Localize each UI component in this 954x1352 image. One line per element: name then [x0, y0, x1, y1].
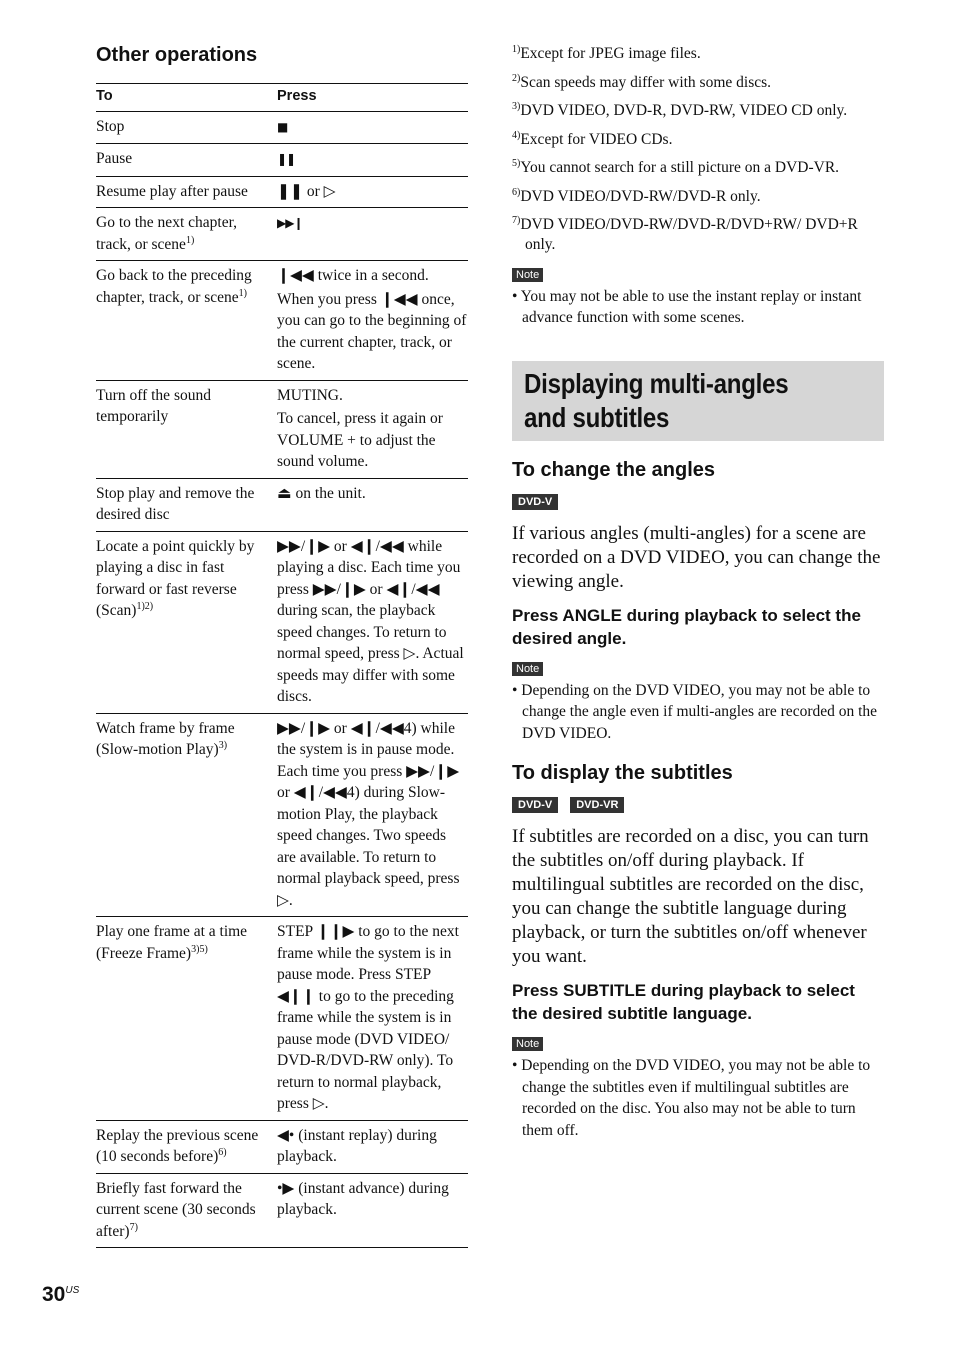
- footnote-ref: 3)5): [191, 943, 208, 955]
- footnote: [512, 130, 884, 150]
- footnote: [512, 101, 884, 121]
- angles-body: If various angles (multi-angles) for a scene are recorded on a DVD VIDEO, you can change the viewing angle.: [512, 522, 881, 592]
- to-cell: Pause: [96, 144, 277, 177]
- press-cell: [277, 111, 468, 144]
- press-cell: ⏏ on the unit.: [277, 478, 468, 531]
- footnote-mark: 1): [512, 43, 521, 55]
- to-text: Locate a point quickly by playing a disc in fast forward or fast reverse (Scan): [96, 537, 255, 619]
- footnote-ref: 3): [218, 739, 228, 751]
- footnote-mark: 5): [512, 157, 521, 169]
- subtitles-heading: To display the subtitles: [512, 762, 733, 784]
- press-cell: ▶▶/❙▶ or ◀❙/◀◀ while playing a disc. Each time you press ▶▶/❙▶ or ◀❙/◀◀ during scan, the playback speed changes. To return to normal speed, press ▷. Actual speeds may differ with some discs.: [277, 531, 468, 713]
- to-cell: Stop play and remove the desired disc: [96, 478, 277, 531]
- pause-icon: ❚❚: [277, 152, 296, 166]
- table-row: [96, 380, 468, 478]
- press-cell: STEP ❙❙▶ to go to the next frame while the system is in pause mode. Press STEP ◀❙❙ to go to the preceding frame while the system is in pause mode (DVD VIDEO/ DVD-R/DVD-RW only). To return to normal playback, press ▷.: [277, 917, 468, 1121]
- footnote: [512, 44, 884, 64]
- subtitles-body: If subtitles are recorded on a disc, you can turn the subtitles on/off during playback. If multilingual subtitles are recorded on the disc, you can change the subtitle language during playback, or turn the subtitles on/off whenever you want.: [512, 826, 869, 967]
- section-banner: [512, 361, 884, 441]
- to-cell: [96, 1120, 277, 1173]
- footnote-text: DVD VIDEO/DVD-RW/DVD-R only.: [520, 187, 761, 205]
- stop-icon: ■: [277, 119, 288, 134]
- footnote-text: DVD VIDEO, DVD-R, DVD-RW, VIDEO CD only.: [520, 102, 848, 119]
- table-row: [96, 1173, 468, 1248]
- press-text-2: When you press ❙◀◀ once, you can go to the beginning of the current chapter, track, or scene.: [277, 290, 467, 372]
- footnote-mark: 2): [512, 72, 521, 84]
- angles-note: • Depending on the DVD VIDEO, you may not be able to change the angle even if multi-angles are recorded on the DVD VIDEO.: [512, 681, 878, 742]
- to-text: Watch frame by frame (Slow-motion Play): [96, 719, 235, 758]
- press-text: ❙◀◀ twice in a second.: [277, 267, 429, 284]
- table-row: [96, 176, 468, 208]
- page-suffix: US: [65, 1285, 80, 1296]
- footnote-ref: 1): [185, 234, 195, 246]
- to-cell: Resume play after pause: [96, 176, 277, 208]
- operations-table: [96, 83, 468, 1248]
- footnote-text: Except for VIDEO CDs.: [520, 130, 673, 148]
- header-press: Press: [277, 84, 468, 112]
- subtitles-instruction: Press SUBTITLE during playback to select the desired subtitle language.: [512, 981, 855, 1023]
- note-badge: Note: [512, 662, 543, 676]
- press-cell: ❚❚ or ▷: [277, 176, 468, 208]
- press-text-2: To cancel, press it again or VOLUME + to adjust the sound volume.: [277, 410, 443, 470]
- section-title: Other operations: [96, 44, 258, 66]
- angles-instruction: Press ANGLE during playback to select the desired angle.: [512, 605, 861, 648]
- footnote: [512, 187, 884, 207]
- table-row: [96, 1120, 468, 1173]
- note-badge: Note: [512, 268, 543, 282]
- footnote-mark: 3): [512, 100, 521, 112]
- footnote: [512, 158, 884, 178]
- footnote-mark: 7): [512, 214, 521, 226]
- page-number-value: 30: [42, 1283, 66, 1306]
- footnote: [512, 73, 884, 93]
- next-icon: ▶▶❙: [277, 216, 303, 230]
- footnote-ref: 6): [218, 1146, 227, 1158]
- note-text: • You may not be able to use the instant replay or instant advance function with some scenes.: [512, 287, 862, 326]
- to-text: Go to the next chapter, track, or scene: [96, 214, 237, 253]
- footnote: [512, 215, 884, 255]
- header-to: To: [96, 84, 277, 112]
- footnote-mark: 6): [512, 186, 521, 198]
- to-cell: [96, 261, 277, 381]
- to-text: Briefly fast forward the current scene (30 seconds after): [96, 1179, 256, 1240]
- footnote-mark: 4): [512, 129, 521, 141]
- page-number: [42, 1283, 79, 1307]
- table-row: [96, 713, 468, 917]
- to-cell: [96, 1173, 277, 1248]
- dvd-v-badge: DVD-V: [512, 494, 558, 510]
- to-text: Play one frame at a time (Freeze Frame): [96, 923, 248, 962]
- to-cell: Stop: [96, 111, 277, 144]
- right-column: [512, 44, 884, 1141]
- press-cell: [277, 144, 468, 177]
- table-row: [96, 111, 468, 144]
- press-cell: •▶ (instant advance) during playback.: [277, 1173, 468, 1248]
- dvd-v-badge: DVD-V: [512, 797, 558, 813]
- footnote-text: Except for JPEG image files.: [520, 45, 701, 62]
- footnote-text: DVD VIDEO/DVD-RW/DVD-R/DVD+RW/ DVD+R only.: [520, 216, 858, 253]
- table-header: [96, 84, 468, 112]
- angles-heading: To change the angles: [512, 458, 715, 481]
- press-cell: ▶▶/❙▶ or ◀❙/◀◀4) while the system is in pause mode. Each time you press ▶▶/❙▶ or ◀❙/◀◀4) during Slow-motion Play, the playback speed changes. Two speeds are available. To return to normal playback speed, press ▷.: [277, 713, 468, 917]
- table-row: [96, 208, 468, 261]
- footnote-ref: 7): [129, 1221, 138, 1233]
- left-column: [96, 44, 468, 1248]
- dvd-vr-badge: DVD-VR: [570, 797, 624, 813]
- press-cell: [277, 380, 468, 478]
- table-row: [96, 144, 468, 177]
- table-row: [96, 478, 468, 531]
- to-cell: Turn off the sound temporarily: [96, 380, 277, 478]
- to-cell: [96, 917, 277, 1121]
- press-cell: ◀• (instant replay) during playback.: [277, 1120, 468, 1173]
- footnote-ref: 1): [238, 287, 248, 299]
- table-row: [96, 261, 468, 381]
- to-text: Go back to the preceding chapter, track, or scene: [96, 267, 252, 306]
- note-badge: Note: [512, 1037, 543, 1051]
- press-text: MUTING.: [277, 386, 343, 404]
- press-cell: [277, 208, 468, 261]
- banner-title: Displaying multi-angles and subtitles: [524, 367, 789, 433]
- to-cell: [96, 531, 277, 713]
- footnotes: [512, 44, 884, 255]
- to-cell: [96, 713, 277, 917]
- table-row: [96, 531, 468, 713]
- press-cell: [277, 261, 468, 381]
- to-cell: [96, 208, 277, 261]
- table-row: [96, 917, 468, 1121]
- to-text: Replay the previous scene (10 seconds before): [96, 1126, 259, 1165]
- footnote-text: Scan speeds may differ with some discs.: [520, 73, 772, 91]
- footnote-text: You cannot search for a still picture on a DVD-VR.: [520, 159, 840, 176]
- footnote-ref: 1)2): [136, 600, 154, 612]
- subtitles-note: • Depending on the DVD VIDEO, you may not be able to change the subtitles even if multilingual subtitles are recorded on the disc. You also may not be able to turn them off.: [512, 1057, 871, 1139]
